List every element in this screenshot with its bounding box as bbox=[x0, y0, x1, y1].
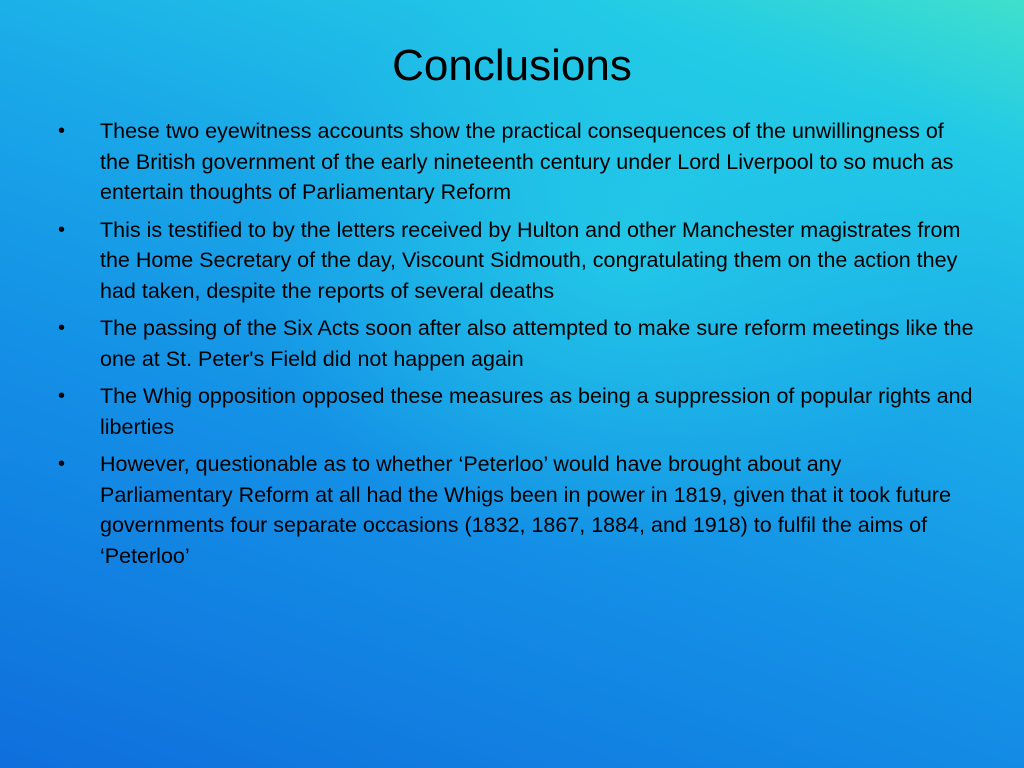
bullet-text: The passing of the Six Acts soon after also attempted to make sure reform meetings like the one at St. Peter's Field did not happen again bbox=[100, 316, 974, 371]
bullet-item bbox=[56, 313, 974, 374]
bullet-text: The Whig opposition opposed these measures as being a suppression of popular rights and liberties bbox=[100, 384, 973, 439]
bullet-text: These two eyewitness accounts show the practical consequences of the unwillingness of the British government of the early nineteenth century under Lord Liverpool to so much as entertain thoughts of Parliamentary Reform bbox=[100, 119, 954, 204]
slide-title: Conclusions bbox=[392, 41, 632, 90]
bullet-item bbox=[56, 215, 974, 307]
bullet-item bbox=[56, 116, 974, 208]
bullet-text: This is testified to by the letters received by Hulton and other Manchester magistrates from the Home Secretary of the day, Viscount Sidmouth, congratulating them on the action they had taken, despite the reports of several deaths bbox=[100, 217, 961, 303]
bullet-list bbox=[56, 116, 974, 578]
bullet-item bbox=[56, 449, 974, 571]
bullet-icon: • bbox=[58, 453, 66, 475]
bullet-icon: • bbox=[58, 218, 66, 241]
bullet-icon: • bbox=[58, 120, 66, 142]
bullet-icon: • bbox=[58, 385, 66, 407]
bullet-text: However, questionable as to whether ‘Peterloo’ would have brought about any Parliamentary Reform at all had the Whigs been in power in 1819, given that it took future governments four separate occasions (1832, 1867, 1884, and 1918) to fulfil the aims of ‘Peterloo’ bbox=[100, 452, 951, 568]
bullet-item bbox=[56, 381, 974, 442]
bullet-icon: • bbox=[58, 317, 66, 339]
